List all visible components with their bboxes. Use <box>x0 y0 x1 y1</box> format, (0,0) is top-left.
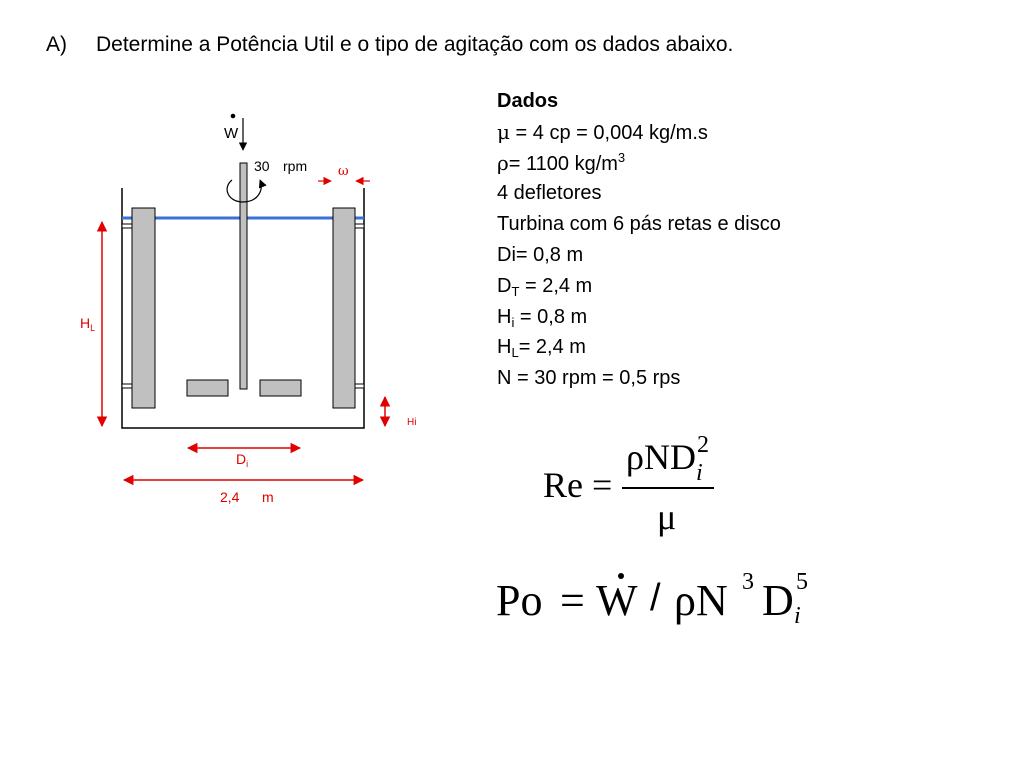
re-numerator-subscript: i <box>696 460 703 486</box>
dados-title: Dados <box>497 90 559 112</box>
po-rho-n: ρN <box>674 576 728 625</box>
impeller-blade-right <box>260 380 301 396</box>
dados-hi: $H_i = 0,8$ m <box>497 305 588 330</box>
po-subscript-i: i <box>794 603 801 629</box>
tank-diameter-value: 2,4 <box>220 489 240 505</box>
po-slash: / <box>650 577 661 619</box>
dados-hl: $H_L= 2,4$ m <box>497 336 586 361</box>
re-fraction-bar <box>622 487 714 489</box>
baffle-left <box>132 208 155 408</box>
dados-rho: ρ= 1100 $kg/m^3$ <box>497 149 626 175</box>
hl-label: $H_L$ <box>80 315 96 333</box>
power-label: W <box>224 125 239 142</box>
question-letter: A) <box>46 33 67 56</box>
omega-label: ω <box>338 164 349 179</box>
dados-turbina: Turbina com 6 pás retas e disco <box>497 213 781 236</box>
re-numerator: ρND <box>626 437 696 477</box>
dados-n: N = 30 rpm = 0,5 rps <box>497 367 681 390</box>
re-equals: = <box>592 465 613 505</box>
impeller-shaft <box>240 163 247 389</box>
po-d: D <box>762 576 794 625</box>
dados-block <box>497 86 781 394</box>
po-exponent-3: 3 <box>742 569 754 595</box>
question-statement: Determine a Potência Util e o tipo de agitação com os dados abaixo. <box>96 33 734 56</box>
power-dot <box>231 114 236 119</box>
re-numerator-exponent: 2 <box>697 432 709 458</box>
reynolds-equation <box>540 432 740 550</box>
po-equals: = <box>560 576 585 625</box>
dados-di: Di= 0,8 m <box>497 243 584 266</box>
di-label: $D_i$ <box>236 451 249 469</box>
dados-defletores: 4 defletores <box>497 182 602 205</box>
dados-dt: $D_T = 2,4$ m <box>497 274 593 299</box>
impeller-blade-left <box>187 380 228 396</box>
re-lhs: Re <box>543 465 583 505</box>
po-w: W <box>596 576 638 625</box>
hi-label: Hi <box>407 417 417 428</box>
speed-unit: rpm <box>283 158 308 174</box>
po-lhs: Po <box>496 576 543 625</box>
baffle-right <box>333 208 355 408</box>
dados-mu: μ = 4 cp = 0,004 kg/m.s <box>497 119 708 144</box>
re-denominator: μ <box>657 497 677 537</box>
po-exponent-5: 5 <box>796 569 808 595</box>
speed-value: 30 <box>254 158 270 174</box>
tank-diameter-unit: m <box>262 489 274 505</box>
power-number-equation <box>492 565 832 645</box>
